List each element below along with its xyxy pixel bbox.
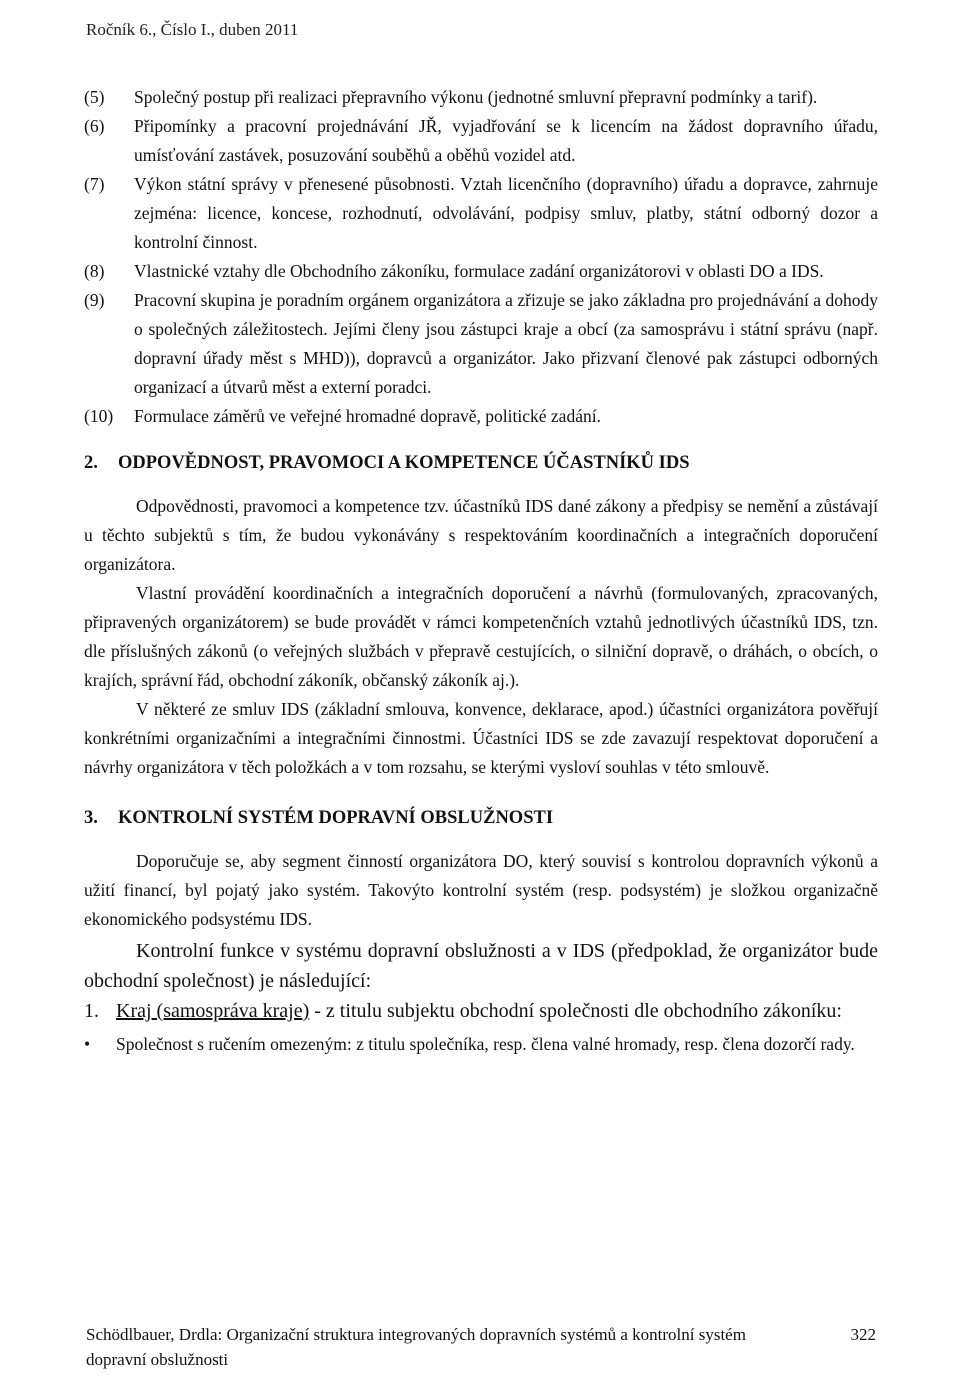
page-footer <box>86 1322 876 1372</box>
list-number: (8) <box>84 261 105 281</box>
list-text: Výkon státní správy v přenesené působnosti. Vztah licenčního (dopravního) úřadu a dopravce, zahrnuje zejména: licence, koncese, rozhodnutí, odvolávání, podpisy smluv, platby, státní odborný dozor a kontrolní činnost. <box>134 174 878 252</box>
list-item <box>84 170 878 257</box>
numbered-item <box>84 996 878 1026</box>
bullet-icon: • <box>84 1034 91 1054</box>
section-title: ODPOVĚDNOST, PRAVOMOCI A KOMPETENCE ÚČASTNÍKŮ IDS <box>118 453 690 473</box>
list-item <box>84 83 878 112</box>
list-item <box>84 286 878 402</box>
list-text: Formulace záměrů ve veřejné hromadné dopravě, politické zadání. <box>134 406 601 426</box>
list-text: Společný postup při realizaci přepravního výkonu (jednotné smluvní přepravní podmínky a tarif). <box>134 87 818 107</box>
paragraph: Doporučuje se, aby segment činností organizátora DO, který souvisí s kontrolou dopravních výkonů a užití financí, byl pojatý jako systém. Takovýto kontrolní systém (resp. podsystém) je složkou organizačně ekonomického podsystému IDS. <box>84 851 878 929</box>
list-number: (6) <box>84 116 105 136</box>
page-content <box>84 83 878 1059</box>
item-text <box>116 996 842 1026</box>
running-header: Ročník 6., Číslo I., duben 2011 <box>86 20 299 39</box>
bullet-text: Společnost s ručením omezeným: z titulu společníka, resp. člena valné hromady, resp. člena dozorčí rady. <box>116 1034 855 1054</box>
section-number: 3. <box>84 808 98 828</box>
list-number: (5) <box>84 87 105 107</box>
list-item <box>84 402 878 431</box>
paragraph: V některé ze smluv IDS (základní smlouva, konvence, deklarace, apod.) účastníci organizátora pověřují konkrétními organizačními a integračními činnostmi. Účastníci IDS se zde zavazují respektovat doporučení a návrhy organizátora v těch položkách a v tom rozsahu, se kterými vysloví souhlas v této smlouvě. <box>84 699 878 777</box>
item-underlined-text: Kraj (samospráva kraje) <box>116 1000 310 1022</box>
footer-citation: Schödlbauer, Drdla: Organizační struktura integrovaných dopravních systémů a kontrolní systém dopravní obslužnosti <box>86 1325 746 1369</box>
list-item <box>84 112 878 170</box>
list-text: Připomínky a pracovní projednávání JŘ, vyjadřování se k licencím na žádost dopravního úřadu, umísťování zastávek, posuzování souběhů a oběhů vozidel atd. <box>134 116 878 165</box>
list-text: Pracovní skupina je poradním orgánem organizátora a zřizuje se jako základna pro projednávání a dohody o společných záležitostech. Jejími členy jsou zástupci kraje a obcí (za samosprávu i státní správu (např. dopravní úřady měst s MHD)), dopravců a organizátor. Jako přizvaní členové pak zástupci odborných organizací a útvarů měst a externí poradci. <box>134 290 878 397</box>
paragraph: Kontrolní funkce v systému dopravní obslužnosti a v IDS (předpoklad, že organizátor bude obchodní společnost) je následující: <box>84 940 878 992</box>
list-text: Vlastnické vztahy dle Obchodního zákoníku, formulace zadání organizátorovi v oblasti DO a IDS. <box>134 261 824 281</box>
item-rest-text: - z titulu subjektu obchodní společnosti dle obchodního zákoníku: <box>309 1000 842 1022</box>
item-number: 1. <box>84 1000 99 1022</box>
section-number: 2. <box>84 453 98 473</box>
bullet-item <box>84 1030 878 1059</box>
paragraph: Vlastní provádění koordinačních a integračních doporučení a návrhů (formulovaných, zpracovaných, připravených organizátorem) se bude provádět v rámci kompetenčních vztahů jednotlivých účastníků IDS, tzn. dle příslušných zákonů (o veřejných službách v přepravě cestujících, o silniční dopravě, o dráhách, o obcích, o krajích, správní řád, obchodní zákoník, občanský zákoník aj.). <box>84 583 878 690</box>
paragraph: Odpovědnosti, pravomoci a kompetence tzv. účastníků IDS dané zákony a předpisy se nemění a zůstávají u těchto subjektů s tím, že budou vykonávány s respektováním koordinačních a integračních doporučení organizátora. <box>84 496 878 574</box>
list-item <box>84 257 878 286</box>
list-number: (10) <box>84 406 114 426</box>
section-2-heading <box>84 449 878 478</box>
list-number: (7) <box>84 174 105 194</box>
list-number: (9) <box>84 290 105 310</box>
section-title: KONTROLNÍ SYSTÉM DOPRAVNÍ OBSLUŽNOSTI <box>118 808 554 828</box>
section-3-heading <box>84 804 878 833</box>
page-number: 322 <box>850 1325 876 1344</box>
